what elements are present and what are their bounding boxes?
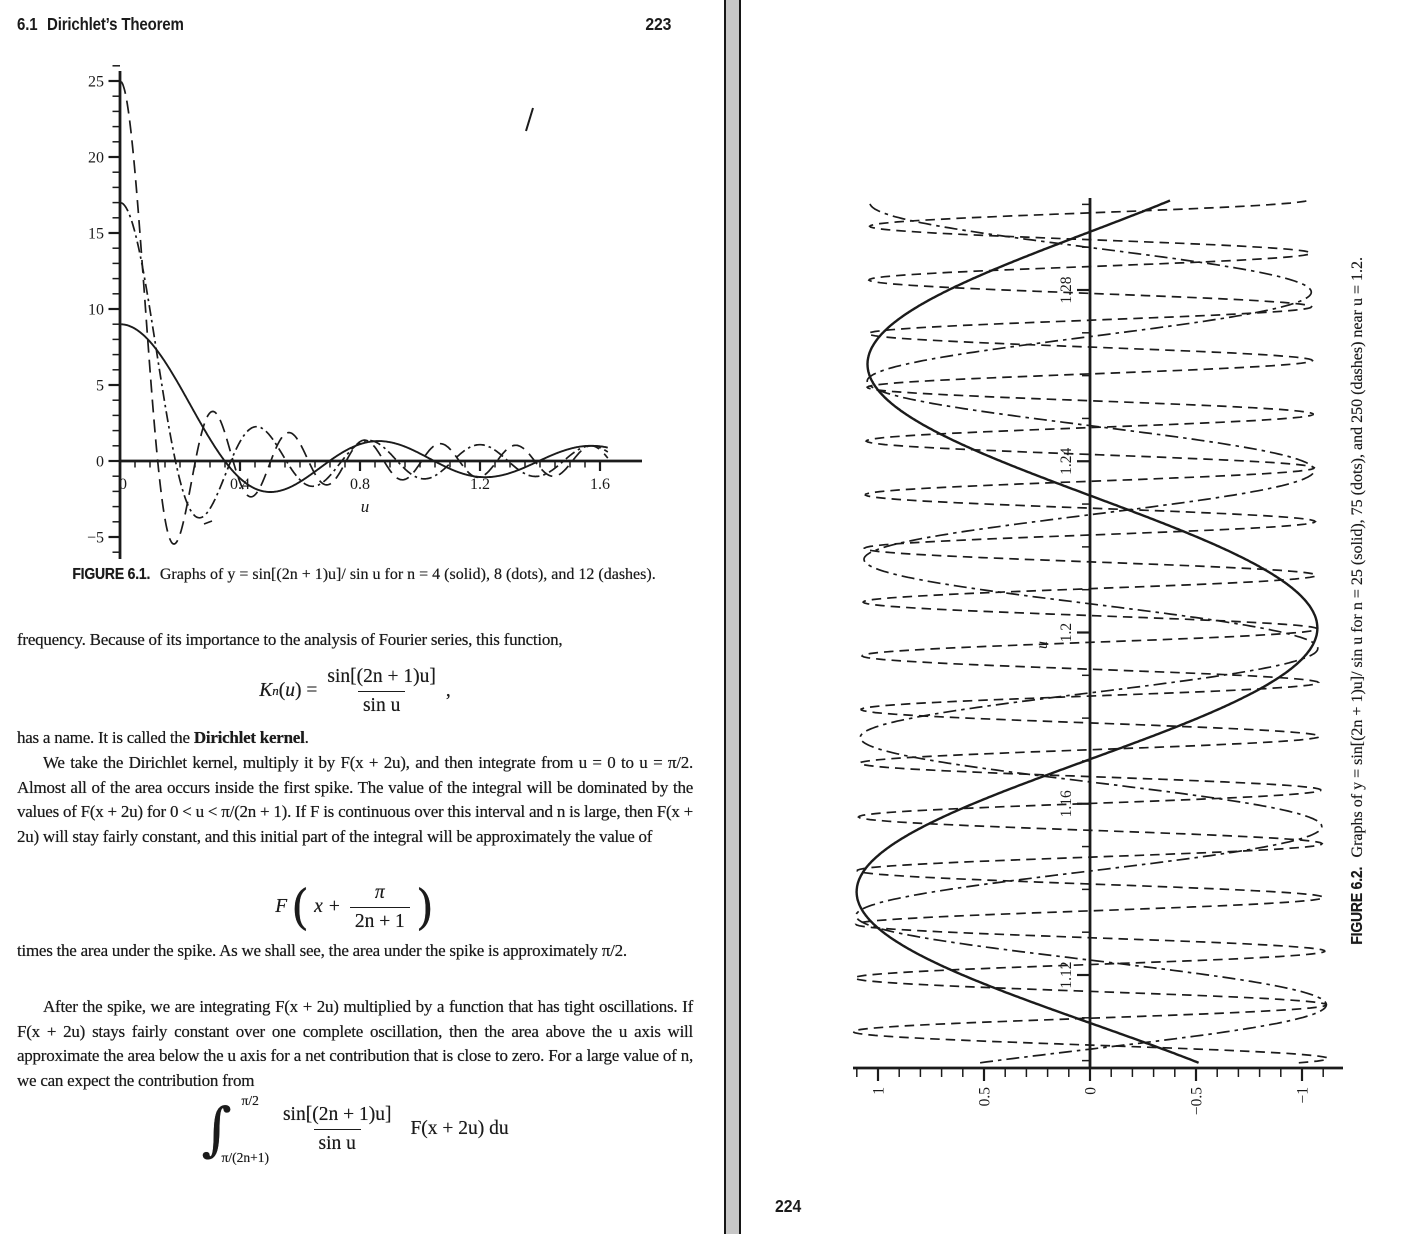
dirichlet-kernel-formula: K n ( u ) = $\frac{\sin[(2n + 1)u]}{\text{sin u}}$ , <box>259 665 451 716</box>
svg-text:1.12: 1.12 <box>1058 961 1075 989</box>
figure-6-1-chart <box>85 60 650 565</box>
paragraph-we-take: We take the Dirichlet kernel, multiply it by F(x + 2u), and then integrate from u = 0 to u = π/2. Almost all of the area occurs inside the first spike. The value of the integral will be dominated by the values of F(x + 2u) for 0 < u < π/(2n + 1). If F is continuous over this interval and n is large, then F(x + 2u) will stay fairly constant, and this initial part of the integral will be approximately the value of <box>17 753 693 846</box>
svg-text:1.16: 1.16 <box>1058 790 1075 818</box>
figure-6-1-caption <box>40 566 684 584</box>
F-shift-formula: F ( x + $\frac{\pi}{2n + 1}$ ) <box>275 878 434 936</box>
figure-6-2-caption-text: Graphs of y = sin[(2n + 1)u]/ sin u for n = 25 (solid), 75 (dots), and 250 (dashes) near u = 1.2. <box>1349 257 1366 858</box>
paragraph-times-area: times the area under the spike. As we shall see, the area under the spike is approximately π/2. <box>17 941 627 960</box>
svg-text:1.2: 1.2 <box>1058 622 1075 643</box>
paragraph-after-spike: After the spike, we are integrating F(x + 2u) multiplied by a function that has tight oscillations. If F(x + 2u) stays fairly constant over one complete oscillation, then the area above the u axis will approximate the area below the u axis for a net contribution that is close to zero. For a large value of n, we can expect the contribution from <box>17 997 693 1090</box>
svg-text:−5: −5 <box>86 529 104 547</box>
svg-text:15: 15 <box>88 225 104 243</box>
svg-text:25: 25 <box>88 73 104 91</box>
svg-text:1.24: 1.24 <box>1058 447 1075 475</box>
svg-text:0.4: 0.4 <box>230 476 250 493</box>
paragraph-frequency: frequency. Because of its importance to the analysis of Fourier series, this function, <box>17 630 563 649</box>
svg-text:0: 0 <box>96 453 104 471</box>
figure-6-2-chart <box>840 183 1370 1116</box>
svg-text:1.2: 1.2 <box>470 476 490 493</box>
svg-text:20: 20 <box>88 149 104 167</box>
svg-text:1.6: 1.6 <box>590 476 610 493</box>
svg-text:0: 0 <box>119 476 127 493</box>
section-title: Dirichlet’s Theorem <box>46 14 184 34</box>
paragraph-has-a-name: has a name. It is called the Dirichlet kernel. <box>17 728 309 747</box>
page-right <box>741 0 1418 1234</box>
figure-6-2-caption <box>1349 183 1375 1023</box>
svg-text:0.5: 0.5 <box>976 1087 994 1107</box>
svg-text:1: 1 <box>870 1087 888 1095</box>
integral-formula: ∫ π/2 π/(2n+1) $\frac{\sin[(2n + 1)u]}{\text{sin u}}$ F(x + 2u) du <box>201 1093 509 1165</box>
svg-text:10: 10 <box>88 301 104 319</box>
figure-6-1-label: FIGURE 6.1. <box>72 566 151 583</box>
figure-6-2-label: FIGURE 6.2. <box>1349 866 1366 945</box>
svg-text:5: 5 <box>96 377 104 395</box>
svg-text:u: u <box>1034 641 1051 649</box>
figure-6-1-caption-text: Graphs of y = sin[(2n + 1)u]/ sin u for n = 4 (solid), 8 (dots), and 12 (dashes). <box>159 566 656 583</box>
running-head <box>17 14 707 38</box>
section-number: 6.1 <box>17 14 38 34</box>
page-number-right: 224 <box>775 1196 802 1216</box>
svg-text:0: 0 <box>1082 1087 1100 1095</box>
svg-text:1.28: 1.28 <box>1058 276 1075 304</box>
svg-text:−1: −1 <box>1294 1087 1312 1104</box>
page-number-left: 223 <box>645 14 672 34</box>
svg-text:−0.5: −0.5 <box>1188 1087 1206 1116</box>
page-gutter <box>724 0 741 1234</box>
integral-sign: ∫ <box>201 1094 232 1163</box>
dirichlet-kernel-term: Dirichlet kernel <box>193 728 305 747</box>
svg-text:0.8: 0.8 <box>350 476 370 493</box>
svg-text:u: u <box>360 497 370 516</box>
